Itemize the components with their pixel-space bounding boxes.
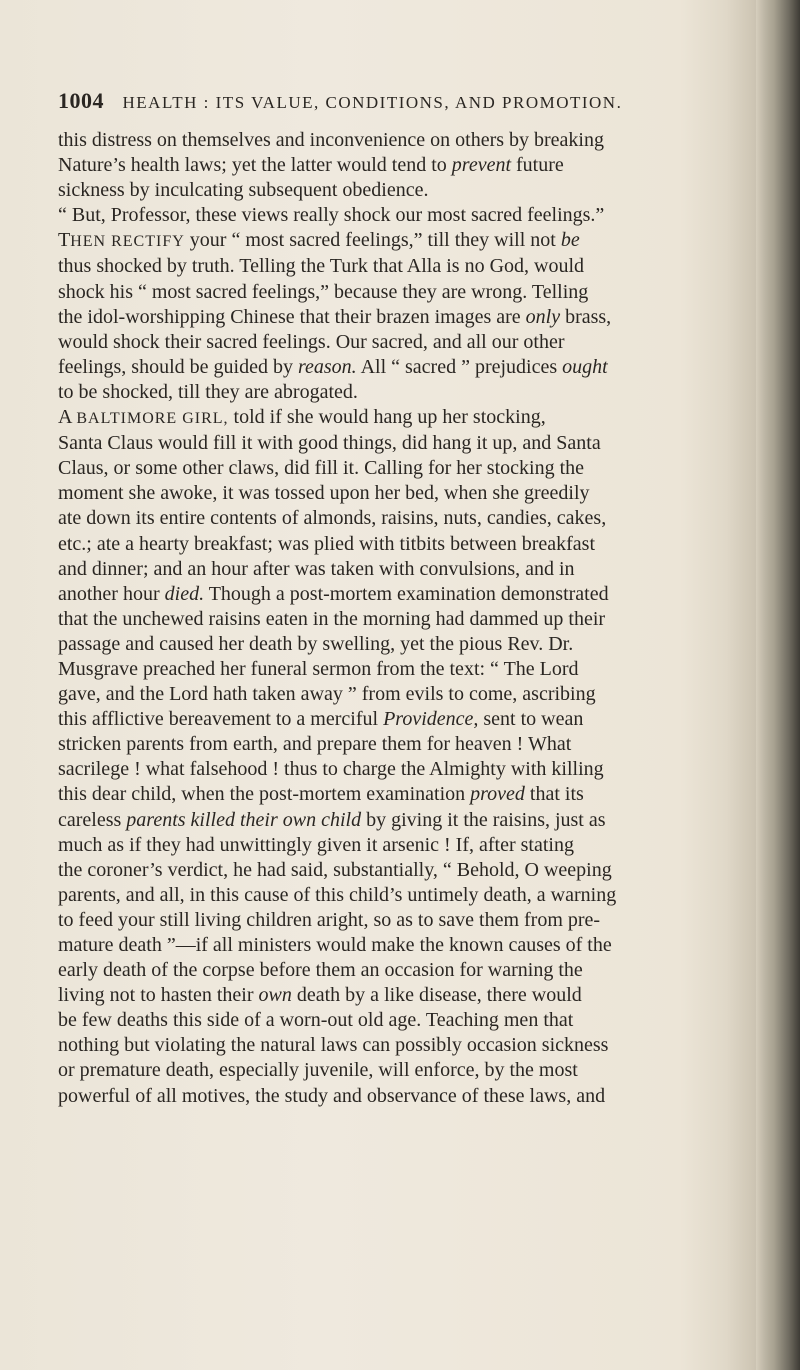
italic-text: died. bbox=[164, 582, 205, 605]
text-segment: by giving it the raisins, just as bbox=[361, 808, 606, 831]
text-segment: brass, bbox=[560, 305, 612, 328]
text-line bbox=[58, 228, 748, 254]
text-line bbox=[58, 330, 748, 355]
text-segment: feelings, should be guided by bbox=[58, 355, 298, 378]
text-segment: gave, and the Lord hath taken away ” from evils to come, ascribing bbox=[58, 683, 596, 706]
text-segment: nothing but violating the natural laws can possibly occasion sickness bbox=[58, 1034, 609, 1057]
text-line bbox=[58, 1033, 748, 1058]
text-segment: the idol-worshipping Chinese that their brazen images are bbox=[58, 305, 526, 328]
text-segment: future bbox=[511, 154, 564, 177]
text-segment: sent to wean bbox=[478, 708, 584, 731]
text-line bbox=[58, 582, 748, 607]
body-text bbox=[58, 128, 748, 1109]
text-segment: your “ most sacred feelings,” till they will not bbox=[184, 229, 561, 252]
text-line bbox=[58, 456, 748, 481]
text-line bbox=[58, 280, 748, 305]
text-segment: A bbox=[58, 406, 77, 429]
text-line bbox=[58, 958, 748, 983]
text-segment: Though a post-mortem examination demonstrated bbox=[204, 582, 609, 605]
text-segment: thus shocked by truth. Telling the Turk that Alla is no God, would bbox=[58, 255, 585, 278]
italic-text: own bbox=[258, 984, 292, 1007]
text-segment: powerful of all motives, the study and observance of these laws, and bbox=[58, 1084, 606, 1107]
text-segment: passage and caused her death by swelling, yet the pious Rev. Dr. bbox=[58, 632, 574, 655]
text-line bbox=[58, 254, 748, 279]
text-line bbox=[58, 732, 748, 757]
italic-text: prevent bbox=[451, 154, 512, 177]
text-segment: BALTIMORE GIRL, bbox=[76, 410, 229, 428]
text-segment: stricken parents from earth, and prepare them for heaven ! What bbox=[58, 733, 572, 756]
text-line bbox=[58, 203, 748, 228]
italic-text: proved bbox=[470, 783, 525, 806]
text-segment: living not to hasten their bbox=[58, 984, 259, 1007]
text-segment: Musgrave preached her funeral sermon from the text: “ The Lord bbox=[58, 657, 579, 680]
text-line bbox=[58, 1008, 748, 1033]
text-line bbox=[58, 707, 748, 732]
text-line bbox=[58, 657, 748, 682]
text-line bbox=[58, 757, 748, 782]
text-segment: shock his “ most sacred feelings,” because they are wrong. Telling bbox=[58, 280, 589, 303]
text-segment: much as if they had unwittingly given it arsenic ! If, after stating bbox=[58, 833, 574, 856]
text-segment: the coroner’s verdict, he had said, substantially, “ Behold, O weeping bbox=[58, 858, 612, 881]
text-segment: that its bbox=[524, 783, 584, 806]
italic-text: reason. bbox=[297, 355, 357, 378]
italic-text: parents killed their own child bbox=[126, 808, 362, 831]
running-head: HEALTH : ITS VALUE, CONDITIONS, AND PROMOTION. bbox=[122, 93, 623, 112]
text-line bbox=[58, 883, 748, 908]
text-line bbox=[58, 632, 748, 657]
text-segment: mature death ”—if all ministers would make the known causes of the bbox=[58, 934, 612, 956]
italic-text: only bbox=[525, 305, 561, 328]
text-segment: death by a like disease, there would bbox=[291, 984, 582, 1007]
text-segment: moment she awoke, it was tossed upon her bed, when she greedily bbox=[58, 482, 590, 505]
text-segment: sickness by inculcating subsequent obedience. bbox=[58, 179, 429, 202]
text-line bbox=[58, 153, 748, 178]
book-spine-edge bbox=[756, 0, 800, 1370]
text-segment: T bbox=[58, 229, 71, 252]
text-line bbox=[58, 178, 748, 203]
text-line bbox=[58, 933, 748, 958]
text-line bbox=[58, 607, 748, 632]
text-segment: that the unchewed raisins eaten in the morning had dammed up their bbox=[58, 607, 606, 630]
italic-text: ought bbox=[562, 355, 608, 378]
text-line bbox=[58, 557, 748, 582]
text-segment: All “ sacred ” prejudices bbox=[356, 355, 563, 378]
text-line bbox=[58, 431, 748, 456]
text-line bbox=[58, 355, 748, 380]
text-segment: or premature death, especially juvenile, will enforce, by the most bbox=[58, 1059, 578, 1082]
text-segment: and dinner; and an hour after was taken with convulsions, and in bbox=[58, 557, 575, 580]
text-segment: told if she would hang up her stocking, bbox=[228, 406, 546, 429]
text-line bbox=[58, 128, 748, 153]
text-segment: sacrilege ! what falsehood ! thus to charge the Almighty with killing bbox=[58, 758, 604, 781]
page-number: 1004 bbox=[58, 88, 104, 113]
text-segment: early death of the corpse before them an occasion for warning the bbox=[58, 959, 583, 982]
text-segment: etc.; ate a hearty breakfast; was plied with titbits between breakfast bbox=[58, 532, 596, 555]
text-segment: be few deaths this side of a worn-out old age. Teaching men that bbox=[58, 1009, 574, 1032]
italic-text: be bbox=[560, 229, 580, 252]
text-segment: Santa Claus would fill it with good things, did hang it up, and Santa bbox=[58, 432, 601, 455]
text-line bbox=[58, 858, 748, 883]
text-segment: parents, and all, in this cause of this child’s untimely death, a warning bbox=[58, 883, 617, 906]
text-line bbox=[58, 808, 748, 833]
text-line bbox=[58, 506, 748, 531]
italic-text: Providence, bbox=[383, 708, 479, 731]
text-line bbox=[58, 1058, 748, 1083]
page-header bbox=[58, 88, 738, 120]
text-line bbox=[58, 682, 748, 707]
text-line bbox=[58, 532, 748, 557]
text-segment: this distress on themselves and inconvenience on others by breaking bbox=[58, 129, 604, 151]
text-segment: this afflictive bereavement to a merciful bbox=[58, 708, 384, 731]
text-segment: would shock their sacred feelings. Our sacred, and all our other bbox=[58, 330, 565, 353]
text-line bbox=[58, 983, 748, 1008]
text-segment: another hour bbox=[58, 582, 165, 605]
text-segment: HEN RECTIFY bbox=[70, 233, 185, 251]
text-line bbox=[58, 833, 748, 858]
text-segment: careless bbox=[58, 808, 127, 831]
text-segment: “ But, Professor, these views really shock our most sacred feelings.” bbox=[58, 204, 605, 227]
text-line bbox=[58, 380, 748, 405]
text-segment: Claus, or some other claws, did fill it. Calling for her stocking the bbox=[58, 457, 585, 480]
text-line bbox=[58, 405, 748, 431]
text-line bbox=[58, 305, 748, 330]
text-segment: ate down its entire contents of almonds, raisins, nuts, candies, cakes, bbox=[58, 507, 607, 530]
text-segment: to feed your still living children aright, so as to save them from pre- bbox=[58, 908, 601, 931]
text-line bbox=[58, 782, 748, 807]
text-line bbox=[58, 481, 748, 506]
text-segment: to be shocked, till they are abrogated. bbox=[58, 380, 358, 403]
text-line bbox=[58, 908, 748, 933]
text-line bbox=[58, 1084, 748, 1109]
text-segment: this dear child, when the post-mortem examination bbox=[58, 783, 471, 806]
text-segment: Nature’s health laws; yet the latter would tend to bbox=[58, 154, 452, 177]
